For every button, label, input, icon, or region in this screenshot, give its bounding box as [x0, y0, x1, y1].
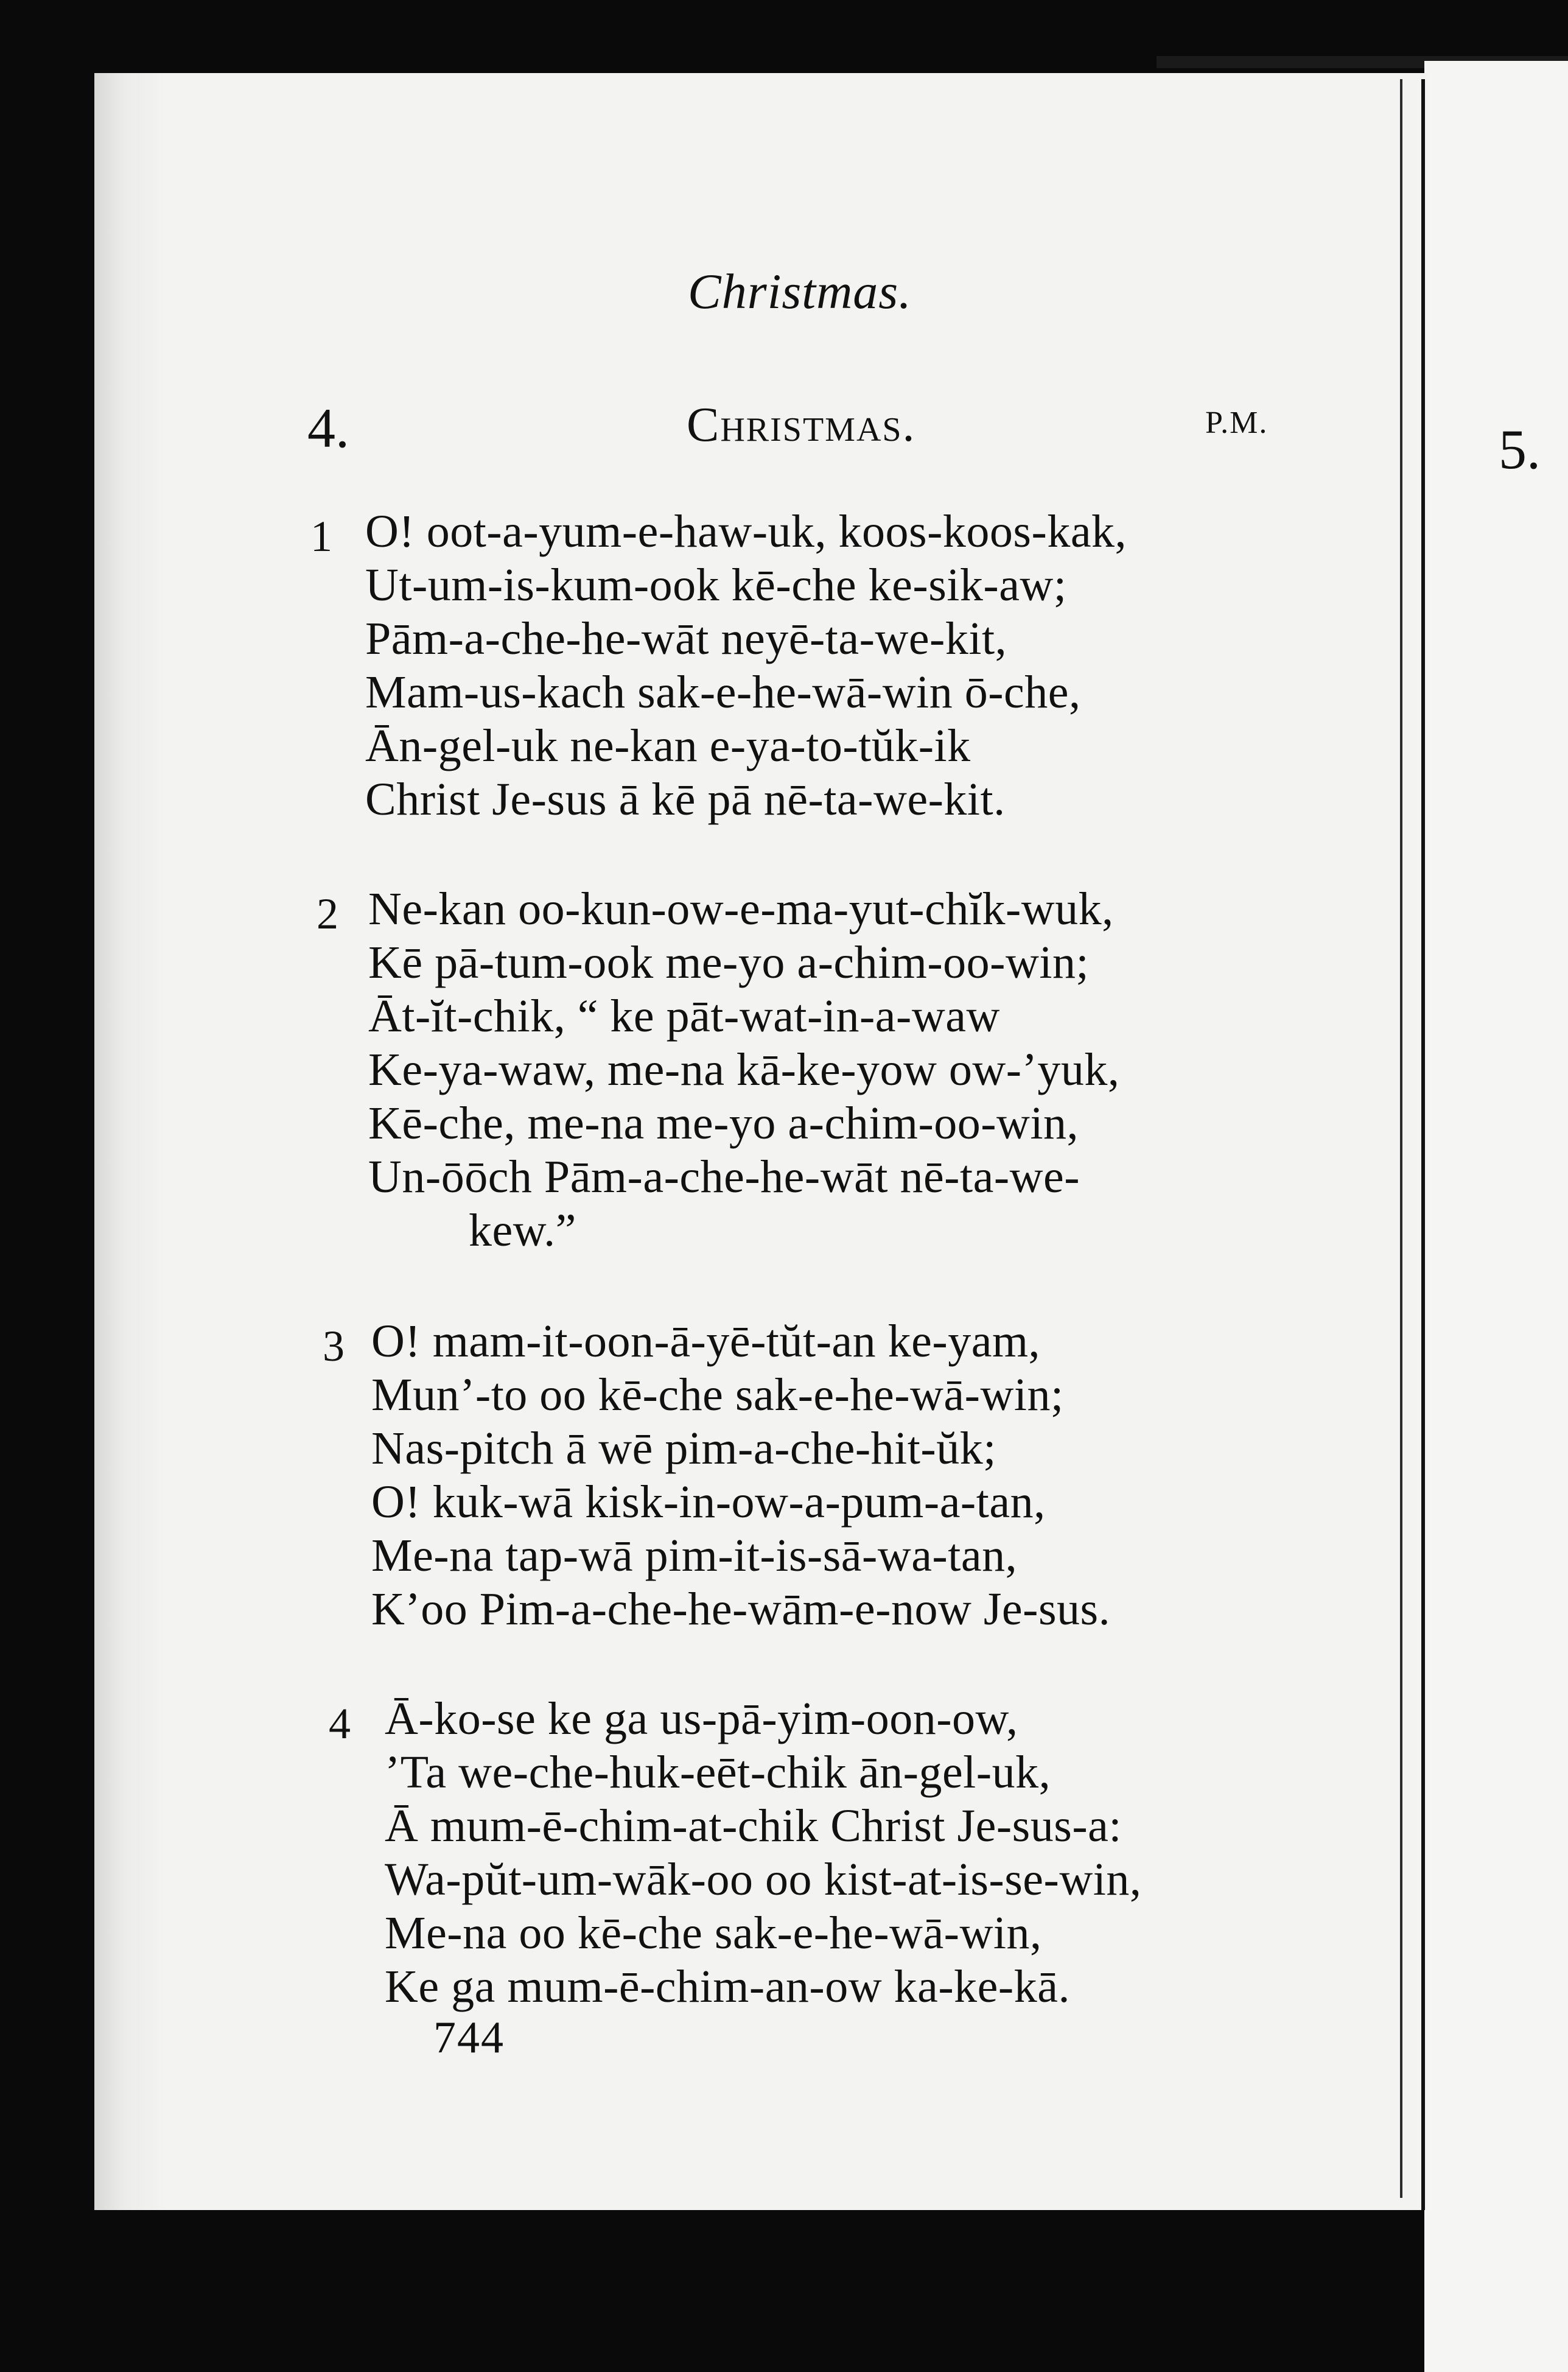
spine-line [1421, 79, 1425, 2210]
verse-line: Ut-um-is-kum-ook kē-che ke-sik-aw; [365, 560, 1067, 611]
verse-line: ’Ta we-che-huk-eēt-chik ān-gel-uk, [385, 1747, 1051, 1798]
hymn-title: Christmas. [687, 398, 916, 452]
gutter-line [1400, 79, 1402, 2198]
verse-line: O! mam-it-oon-ā-yē-tŭt-an ke-yam, [371, 1316, 1041, 1367]
verse-line: K’oo Pim-a-che-he-wām-e-now Je-sus. [371, 1584, 1111, 1635]
verse-number: 3 [323, 1322, 345, 1370]
verse-line: Mun’-to oo kē-che sak-e-he-wā-win; [371, 1369, 1064, 1420]
verse-line: Wa-pŭt-um-wāk-oo oo kist-at-is-se-win, [385, 1854, 1142, 1905]
facing-page [1424, 61, 1568, 2372]
verse-line: Kē pā-tum-ook me-yo a-chim-oo-win; [368, 937, 1090, 988]
verse-line: O! oot-a-yum-e-haw-uk, koos-koos-kak, [365, 506, 1127, 557]
verse-line: Ne-kan oo-kun-ow-e-ma-yut-chĭk-wuk, [368, 883, 1114, 935]
verse-line: Un-ōōch Pām-a-che-he-wāt nē-ta-we- [368, 1151, 1080, 1202]
next-hymn-number: 5. [1499, 418, 1541, 480]
verse-line: Āt-ĭt-chik, “ ke pāt-wat-in-a-waw [368, 991, 1000, 1042]
verse-number: 2 [317, 890, 338, 938]
verse-line: Me-na oo kē-che sak-e-he-wā-win, [385, 1907, 1042, 1959]
verse-line: Christ Je-sus ā kē pā nē-ta-we-kit. [365, 774, 1006, 825]
page-edge-shadow [94, 73, 167, 2210]
verse-line: Me-na tap-wā pim-it-is-sā-wa-tan, [371, 1530, 1018, 1581]
verse-line: Ā mum-ē-chim-at-chik Christ Je-sus-a: [385, 1800, 1122, 1851]
verse-line: kew.” [469, 1205, 576, 1256]
verse-number: 1 [310, 512, 332, 561]
running-head-text: Christmas. [688, 264, 912, 319]
verse-line: Nas-pitch ā wē pim-a-che-hit-ŭk; [371, 1423, 996, 1474]
verse-line: Ke ga mum-ē-chim-an-ow ka-ke-kā. [385, 1961, 1070, 2012]
verse-line: O! kuk-wā kisk-in-ow-a-pum-a-tan, [371, 1476, 1046, 1528]
hymn-number: 4. [307, 397, 349, 459]
verse-line: Ke-ya-waw, me-na kā-ke-yow ow-’yuk, [368, 1044, 1120, 1095]
verse-number: 4 [329, 1699, 351, 1748]
verse-line: Ā-ko-se ke ga us-pā-yim-oon-ow, [385, 1693, 1018, 1744]
verse-line: Pām-a-che-he-wāt neyē-ta-we-kit, [365, 613, 1007, 664]
verse-line: Mam-us-kach sak-e-he-wā-win ō-che, [365, 667, 1081, 718]
hymn-meter: P.M. [1205, 405, 1269, 440]
verse-line: Ān-gel-uk ne-kan e-ya-to-tŭk-ik [365, 720, 971, 771]
verse-line: Kē-che, me-na me-yo a-chim-oo-win, [368, 1098, 1079, 1149]
page-number: 744 [433, 2013, 505, 2063]
